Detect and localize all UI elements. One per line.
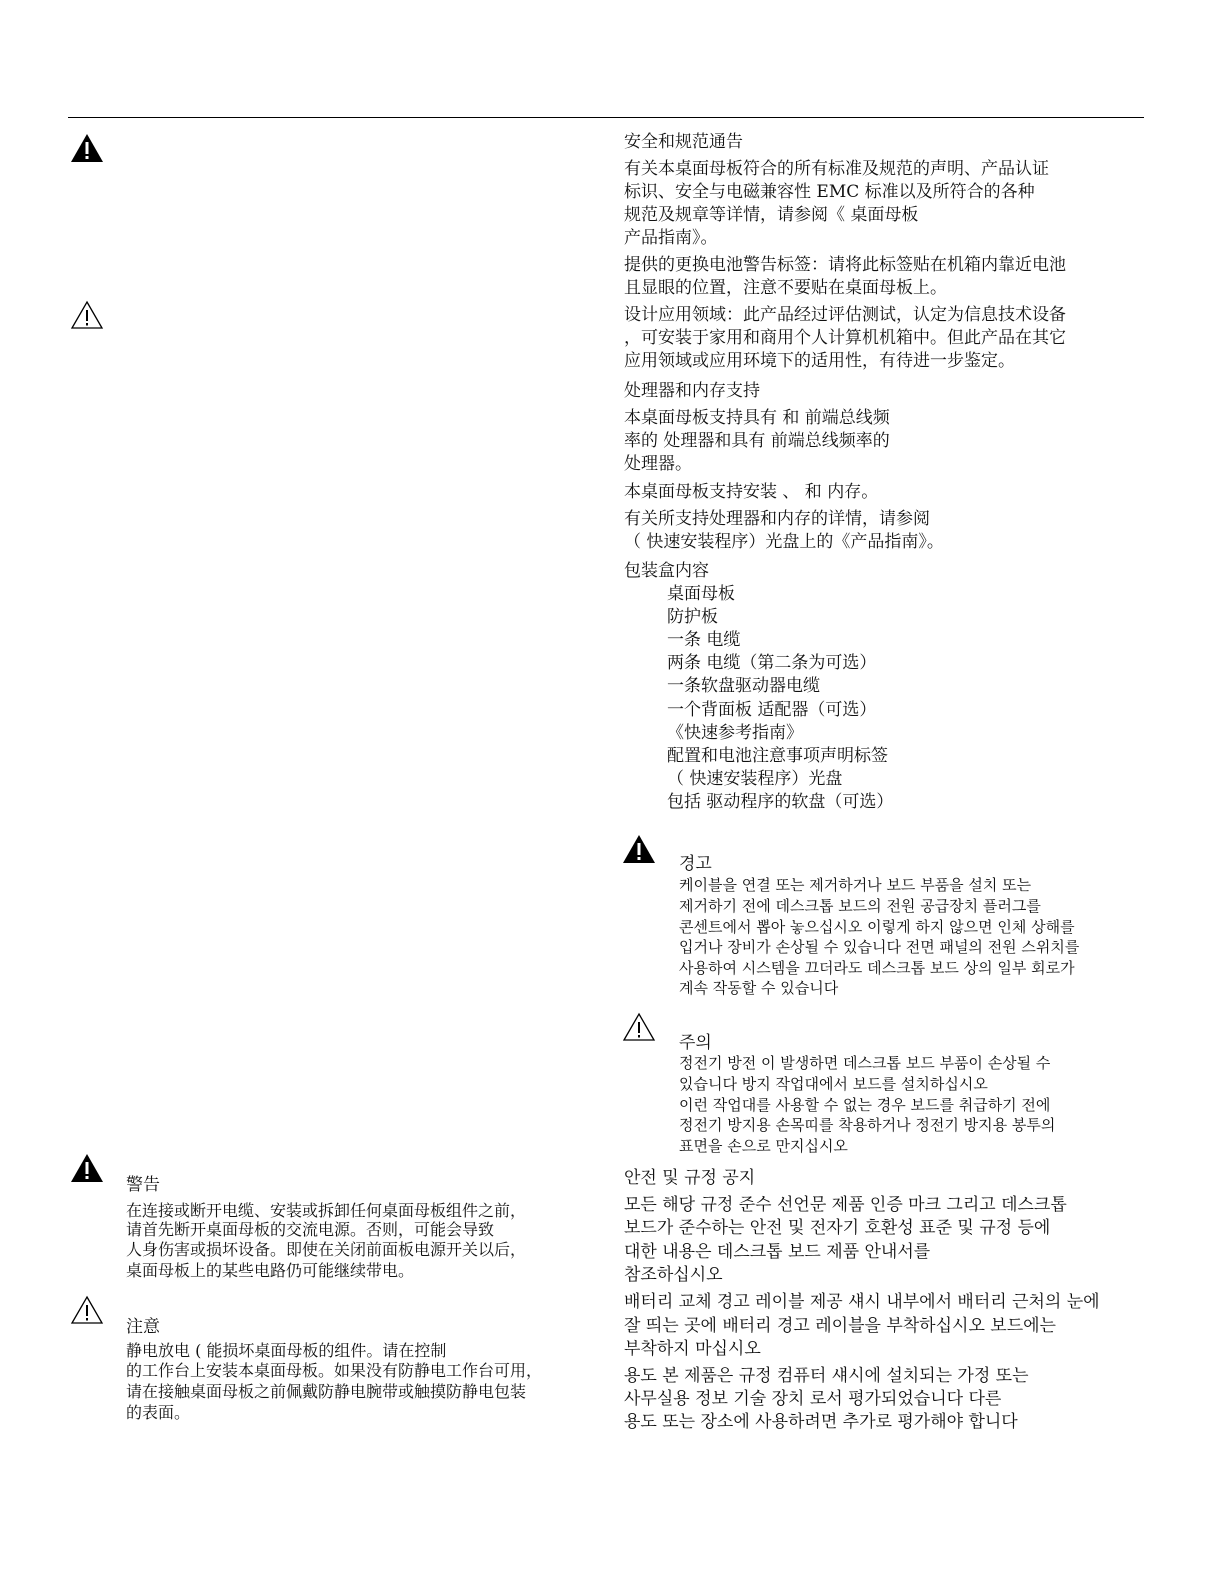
safety-heading-zh: 安全和规范通告 xyxy=(624,132,743,152)
warning-line-ko: 제거하기 전에 데스크톱 보드의 전원 공급장치 플러그를 xyxy=(679,897,1041,915)
left-caution-line: 的工作台上安装本桌面母板。如果没有防静电工作台可用， xyxy=(126,1361,543,1380)
warning-line-ko: 계속 작동할 수 있습니다 xyxy=(679,979,839,997)
details-line-zh: 有关所支持处理器和内存的详情，请参阅 xyxy=(624,509,930,529)
safety-line-zh: 产品指南》。 xyxy=(624,228,718,248)
warning-filled-icon xyxy=(70,1153,104,1183)
warning-filled-icon xyxy=(622,834,656,864)
usage-line-zh: 应用领域或应用环境下的适用性，有待进一步鉴定。 xyxy=(624,351,1015,371)
battery-line-ko: 배터리 교체 경고 레이블 제공 섀시 내부에서 배터리 근처의 눈에 xyxy=(624,1292,1100,1312)
usage-line-ko: 사무실용 정보 기술 장치 로서 평가되었습니다 다른 xyxy=(624,1389,1002,1409)
left-caution-line: 静电放电 ( 能损坏桌面母板的组件。请在控制 xyxy=(126,1341,447,1360)
battery-line-ko: 부착하지 마십시오 xyxy=(624,1339,761,1359)
package-item: （ 快速安装程序）光盘 xyxy=(667,769,843,789)
processor-heading-zh: 处理器和内存支持 xyxy=(624,381,760,401)
warning-line-ko: 콘센트에서 뽑아 놓으십시오 이렇게 하지 않으면 인체 상해를 xyxy=(679,918,1075,936)
caution-line-ko: 있습니다 방지 작업대에서 보드를 설치하십시오 xyxy=(679,1075,988,1093)
package-item: 一条软盘驱动器电缆 xyxy=(667,676,820,696)
warning-title-ko: 경고 xyxy=(679,854,712,874)
package-item: 一条 电缆 xyxy=(667,630,741,650)
safety-heading-ko: 안전 및 규정 공지 xyxy=(624,1168,756,1188)
left-warning-line: 在连接或断开电缆、安装或拆卸任何桌面母板组件之前， xyxy=(126,1201,527,1220)
safety-line-zh: 有关本桌面母板符合的所有标准及规范的声明、产品认证 xyxy=(624,159,1049,179)
details-line-zh: （ 快速安装程序）光盘上的《产品指南》。 xyxy=(624,532,944,552)
safety-line-zh: 规范及规章等详情，请参阅《 桌面母板 xyxy=(624,205,919,225)
caution-line-ko: 정전기 방전 이 발생하면 데스크톱 보드 부품이 손상될 수 xyxy=(679,1054,1051,1072)
battery-line-ko: 잘 띄는 곳에 배터리 경고 레이블을 부착하십시오 보드에는 xyxy=(624,1316,1056,1336)
usage-line-ko: 용도 또는 장소에 사용하려면 추가로 평가해야 합니다 xyxy=(624,1412,1018,1432)
package-item: 包括 驱动程序的软盘（可选） xyxy=(667,792,894,812)
left-warning-line: 人身伤害或损坏设备。即使在关闭前面板电源开关以后， xyxy=(126,1240,527,1259)
package-item: 防护板 xyxy=(667,607,718,627)
safety-line-ko: 대한 내용은 데스크톱 보드 제품 안내서를 xyxy=(624,1242,931,1262)
processor-line-zh: 本桌面母板支持具有 和 前端总线频 xyxy=(624,408,890,428)
warning-line-ko: 입거나 장비가 손상될 수 있습니다 전면 패널의 전원 스위치를 xyxy=(679,938,1080,956)
battery-line-zh: 提供的更换电池警告标签：请将此标签贴在机箱内靠近电池 xyxy=(624,255,1066,275)
package-heading-zh: 包装盒内容 xyxy=(624,561,709,581)
safety-line-ko: 모든 해당 규정 준수 선언문 제품 인증 마크 그리고 데스크톱 xyxy=(624,1195,1067,1215)
safety-line-zh: 标识、安全与电磁兼容性 EMC 标准以及所符合的各种 xyxy=(624,182,1035,202)
caution-line-ko: 이런 작업대를 사용할 수 없는 경우 보드를 취급하기 전에 xyxy=(679,1096,1051,1114)
usage-line-ko: 용도 본 제품은 규정 컴퓨터 섀시에 설치되는 가정 또는 xyxy=(624,1366,1029,1386)
warning-line-ko: 사용하여 시스템을 끄더라도 데스크톱 보드 상의 일부 회로가 xyxy=(679,959,1075,977)
package-item: 《快速参考指南》 xyxy=(667,723,803,743)
package-item: 配置和电池注意事项声明标签 xyxy=(667,746,888,766)
left-caution-line: 的表面。 xyxy=(126,1403,191,1422)
warning-line-ko: 케이블을 연결 또는 제거하거나 보드 부품을 설치 또는 xyxy=(679,876,1032,894)
left-warning-line: 请首先断开桌面母板的交流电源。否则，可能会导致 xyxy=(126,1220,495,1239)
usage-line-zh: ，可安装于家用和商用个人计算机机箱中。但此产品在其它 xyxy=(624,328,1066,348)
left-caution-line: 请在接触桌面母板之前佩戴防静电腕带或触摸防静电包装 xyxy=(126,1382,527,1401)
processor-line-zh: 率的 处理器和具有 前端总线频率的 xyxy=(624,431,890,451)
package-item: 两条 电缆（第二条为可选） xyxy=(667,653,877,673)
warning-filled-icon xyxy=(70,133,104,163)
package-item: 一个背面板 适配器（可选） xyxy=(667,700,877,720)
caution-line-ko: 정전기 방지용 손목띠를 착용하거나 정전기 방지용 봉투의 xyxy=(679,1116,1056,1134)
caution-outline-icon xyxy=(70,300,104,330)
caution-outline-icon xyxy=(622,1012,656,1042)
caution-outline-icon xyxy=(70,1295,104,1325)
left-caution-title: 注意 xyxy=(126,1317,160,1337)
left-warning-line: 桌面母板上的某些电路仍可能继续带电。 xyxy=(126,1261,415,1280)
top-rule xyxy=(68,117,1144,118)
caution-line-ko: 표면을 손으로 만지십시오 xyxy=(679,1137,848,1155)
left-warning-title: 警告 xyxy=(126,1175,160,1195)
caution-title-ko: 주의 xyxy=(679,1033,712,1053)
memory-line-zh: 本桌面母板支持安装 、 和 内存。 xyxy=(624,482,879,502)
processor-line-zh: 处理器。 xyxy=(624,454,692,474)
safety-line-ko: 참조하십시오 xyxy=(624,1265,723,1285)
package-item: 桌面母板 xyxy=(667,584,735,604)
usage-line-zh: 设计应用领域：此产品经过评估测试，认定为信息技术设备 xyxy=(624,305,1066,325)
battery-line-zh: 且显眼的位置，注意不要贴在桌面母板上。 xyxy=(624,278,947,298)
safety-line-ko: 보드가 준수하는 안전 및 전자기 호환성 표준 및 규정 등에 xyxy=(624,1218,1051,1238)
